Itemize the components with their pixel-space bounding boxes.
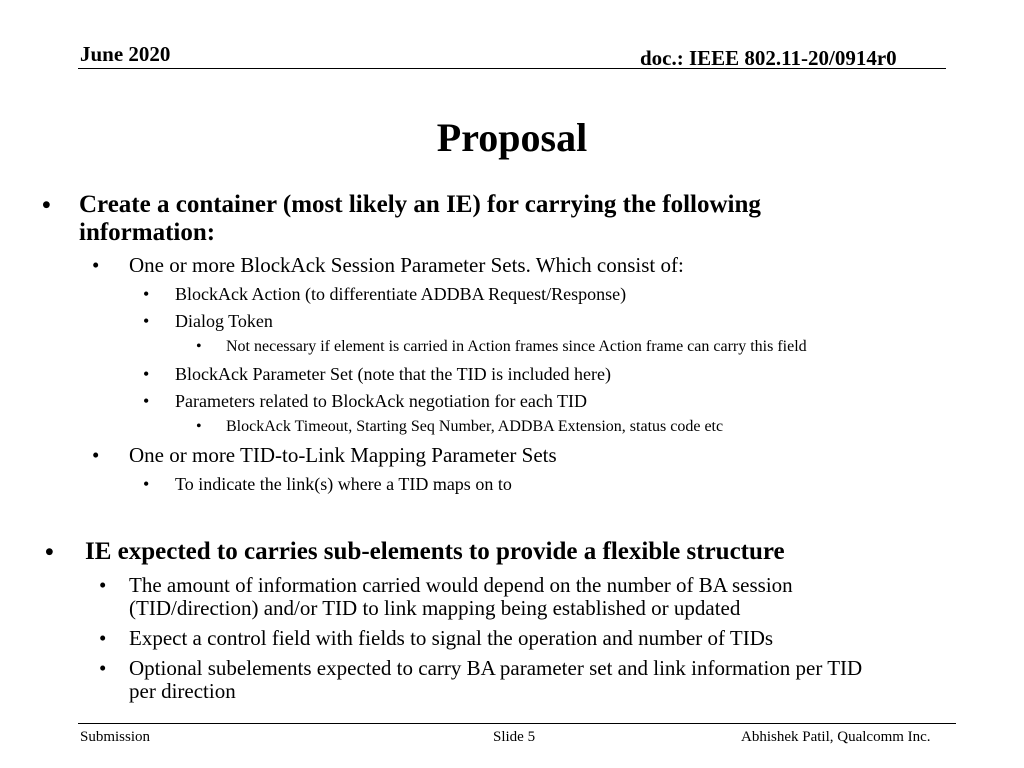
bullet-text: One or more TID-to-Link Mapping Parameter Sets	[129, 443, 557, 467]
footer-submission: Submission	[80, 729, 151, 745]
bullet-text-line2: information:	[79, 219, 216, 246]
bullet-glyph: •	[143, 284, 150, 304]
bullet-glyph: •	[143, 364, 150, 384]
footer-author: Abhishek Patil, Qualcomm Inc.	[741, 729, 931, 745]
bullet-text: One or more BlockAck Session Parameter Sets. Which consist of:	[129, 253, 684, 277]
bullet-text: IE expected to carries sub-elements to provide a flexible structure	[85, 538, 785, 565]
bullet-text: BlockAck Action (to differentiate ADDBA Request/Response)	[175, 284, 627, 304]
header-divider	[78, 68, 946, 69]
bullet-text: Dialog Token	[175, 311, 273, 331]
bullet-text: Not necessary if element is carried in Action frames since Action frame can carry this field	[226, 338, 807, 355]
bullet-text-line1: Optional subelements expected to carry BA parameter set and link information per TID	[129, 656, 863, 680]
bullet-glyph: •	[99, 656, 107, 680]
bullet-text: Parameters related to BlockAck negotiation for each TID	[175, 391, 588, 411]
bullet-text: Expect a control field with fields to signal the operation and number of TIDs	[129, 626, 774, 650]
bullet-text: BlockAck Timeout, Starting Seq Number, ADDBA Extension, status code etc	[226, 418, 724, 435]
bullet-glyph: •	[99, 626, 107, 650]
bullet-text-line1: The amount of information carried would depend on the number of BA session	[129, 573, 793, 597]
bullet-glyph: •	[196, 338, 202, 355]
bullet-glyph: •	[92, 443, 100, 467]
bullet-glyph: •	[143, 391, 150, 411]
bullet-glyph: •	[99, 573, 107, 597]
bullet-glyph: •	[92, 253, 100, 277]
slide-title: Proposal	[436, 115, 588, 160]
bullet-glyph: •	[196, 418, 202, 435]
footer-slide-number: Slide 5	[493, 729, 536, 745]
bullet-glyph: •	[45, 539, 54, 566]
bullet-glyph: •	[42, 192, 51, 219]
bullet-text-line2: per direction	[129, 679, 236, 703]
header-doc-id: doc.: IEEE 802.11-20/0914r0	[640, 46, 897, 70]
header-date: June 2020	[80, 42, 171, 66]
bullet-text-line1: Create a container (most likely an IE) for carrying the following	[79, 191, 761, 218]
bullet-text: BlockAck Parameter Set (note that the TID is included here)	[175, 364, 612, 384]
bullet-text-line2: (TID/direction) and/or TID to link mapping being established or updated	[129, 596, 741, 620]
bullet-text: To indicate the link(s) where a TID maps on to	[175, 474, 512, 494]
footer-divider	[78, 723, 956, 724]
bullet-glyph: •	[143, 474, 150, 494]
bullet-glyph: •	[143, 311, 150, 331]
